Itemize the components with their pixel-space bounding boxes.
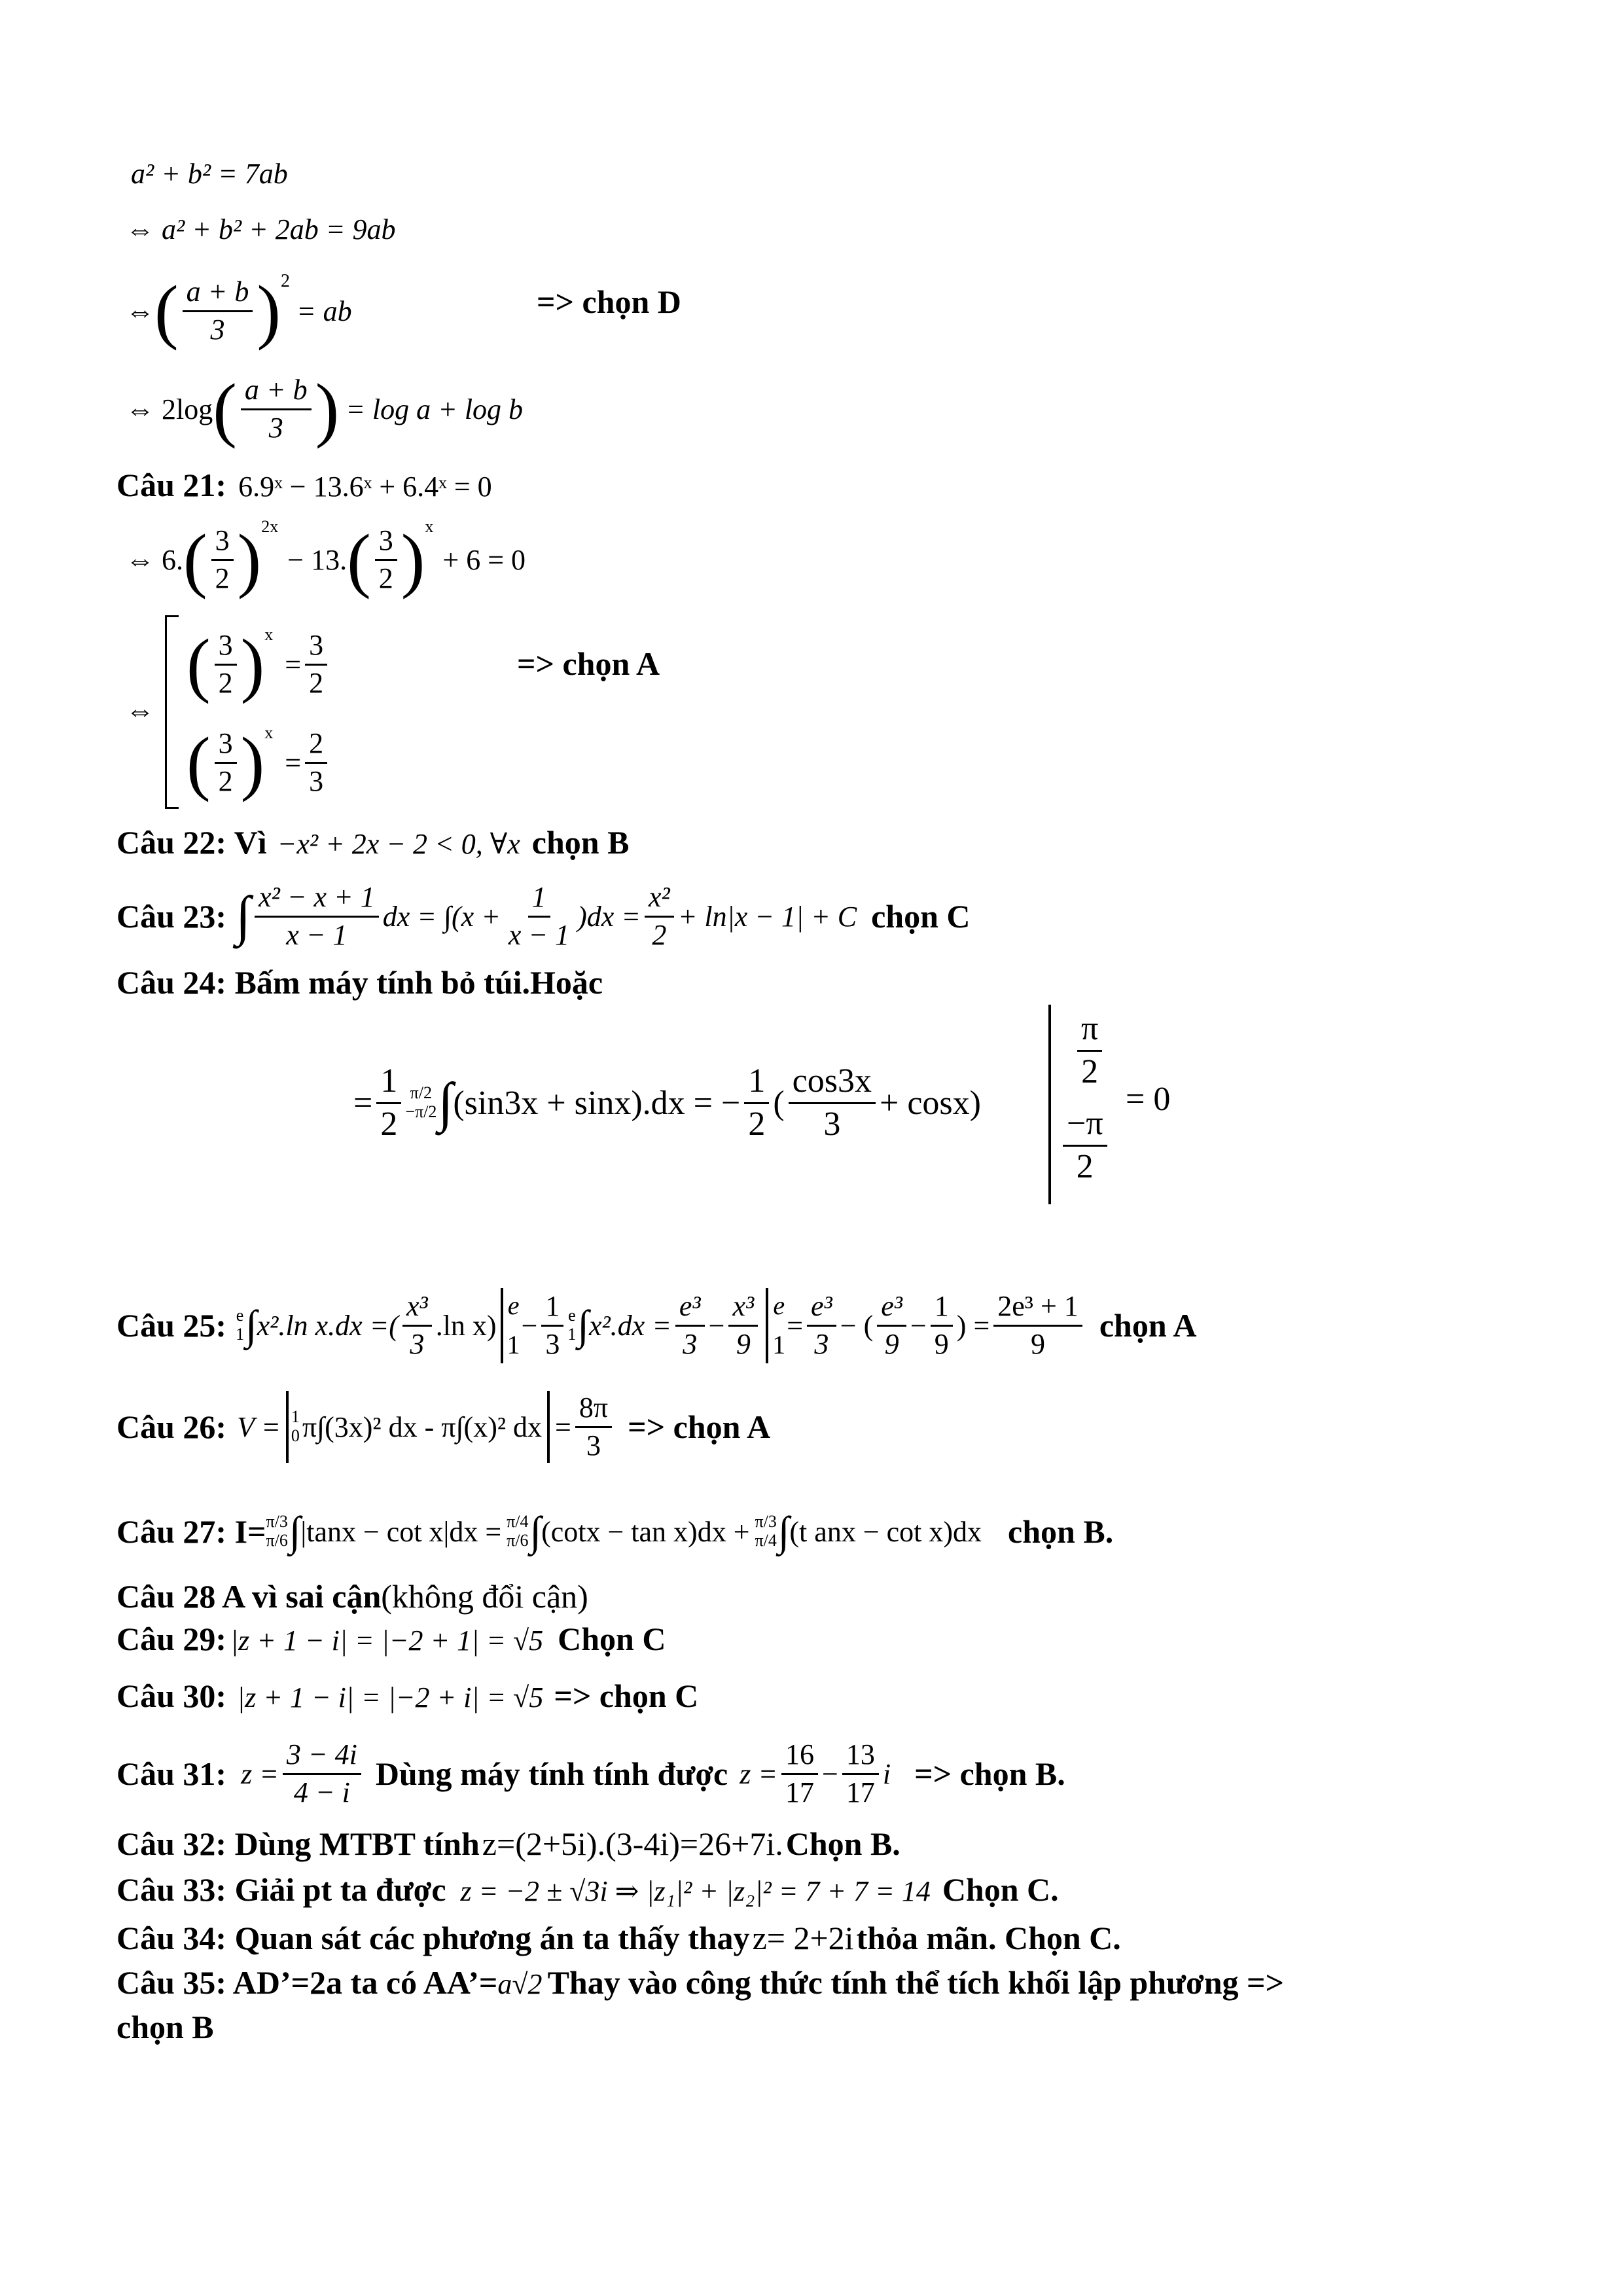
fraction-numerator: e³ bbox=[675, 1291, 705, 1326]
q21-sys1-rhs bbox=[305, 630, 327, 698]
q25-f7 bbox=[931, 1291, 953, 1359]
equals-sign: = bbox=[285, 746, 302, 779]
q24-eval-upper-fraction bbox=[1077, 1011, 1102, 1090]
q27-label: Câu 27: I= bbox=[116, 1513, 266, 1550]
fraction-numerator: 3 bbox=[375, 526, 397, 560]
q25-eval-2 bbox=[772, 1286, 785, 1365]
fraction-numerator: a + b bbox=[241, 375, 312, 410]
equals-sign: = bbox=[555, 1410, 571, 1443]
q23-answer: chọn C bbox=[871, 898, 971, 935]
intro-eq-3: = ab bbox=[296, 295, 352, 327]
q21-line-2: ⇔ 6. ( $\frac{3}{2}$ ) 2x − 13. ( $\frac{3}{2}$ ) x + 6 = 0 bbox=[126, 517, 526, 600]
q25-close: ) = bbox=[956, 1309, 990, 1342]
lower-limit: 1 bbox=[236, 1325, 245, 1344]
lower-limit: π/6 bbox=[266, 1531, 288, 1550]
q22-expression: −x² + 2x − 2 < 0, ∀x bbox=[277, 828, 520, 860]
q32-answer: Chọn B. bbox=[785, 1825, 901, 1862]
fraction-denominator: 3 bbox=[268, 411, 283, 444]
q27-limits-1 bbox=[266, 1513, 288, 1550]
q25-part2: .ln x) bbox=[435, 1309, 497, 1342]
q21-fraction-a bbox=[211, 526, 234, 593]
q21-eq2-prefix: ⇔ 6. bbox=[126, 543, 183, 576]
q21-sys1-fraction bbox=[215, 630, 237, 698]
q24-limits bbox=[405, 1084, 437, 1121]
upper-limit: e bbox=[568, 1306, 576, 1325]
q21-equation: 6.9ˣ − 13.6ˣ + 6.4ˣ = 0 bbox=[238, 471, 492, 503]
q24-integrand: (sin3x + sinx).dx = − bbox=[453, 1084, 741, 1122]
q25-f3 bbox=[675, 1291, 705, 1359]
q24-eval-lower bbox=[1059, 1106, 1111, 1185]
q23-fraction-2 bbox=[505, 882, 573, 950]
q21-sys2-fraction bbox=[215, 728, 237, 796]
exponent-2: 2 bbox=[280, 271, 290, 291]
lower-limit: 0 bbox=[291, 1426, 300, 1445]
q35-line-2: chọn B bbox=[116, 2009, 214, 2045]
fraction-denominator: 9 bbox=[934, 1327, 949, 1360]
q25-int1: x².ln x.dx =( bbox=[257, 1309, 399, 1342]
fraction-numerator: 13 bbox=[842, 1740, 879, 1774]
q25-f5 bbox=[807, 1291, 836, 1359]
q22-answer: chọn B bbox=[531, 824, 630, 861]
q23-mid: dx = ∫(x + bbox=[382, 900, 501, 933]
q30-answer: => chọn C bbox=[554, 1677, 699, 1714]
fraction-numerator: 2 bbox=[305, 728, 327, 763]
upper-limit: π/3 bbox=[266, 1512, 288, 1532]
q33-answer: Chọn C. bbox=[942, 1871, 1059, 1908]
fraction-numerator: 8π bbox=[575, 1393, 612, 1427]
q27-int1: |tanx − cot x|dx = bbox=[300, 1515, 502, 1548]
fraction-numerator: 3 bbox=[211, 526, 234, 560]
fraction-denominator: 2 bbox=[1081, 1052, 1099, 1090]
upper-limit: π/3 bbox=[755, 1512, 777, 1532]
minus-sign: − bbox=[910, 1309, 927, 1342]
minus-sign: − bbox=[708, 1309, 725, 1342]
q25-f2 bbox=[541, 1291, 563, 1359]
q25-int2: x².dx = bbox=[588, 1309, 671, 1342]
q31-answer: => chọn B. bbox=[914, 1755, 1065, 1792]
fraction-denominator: 2 bbox=[378, 562, 393, 594]
fraction-numerator: 1 bbox=[376, 1064, 401, 1104]
fraction-denominator: 3 bbox=[683, 1327, 698, 1360]
fraction-denominator: 2 bbox=[1076, 1147, 1094, 1185]
q21-exponent-x: x bbox=[264, 723, 274, 742]
upper-limit: π/2 bbox=[410, 1083, 433, 1103]
minus-sign: − bbox=[822, 1757, 838, 1790]
lower-limit: π/6 bbox=[507, 1531, 529, 1550]
q28-line bbox=[116, 1577, 588, 1615]
fraction-numerator: 1 bbox=[528, 882, 550, 917]
q21-eq2-mid: − 13. bbox=[287, 543, 348, 576]
q35-expression: a√2 bbox=[497, 1968, 543, 2000]
q26-prefix: V = bbox=[237, 1410, 281, 1443]
intro-answer: => chọn D bbox=[537, 283, 681, 320]
q25-f8 bbox=[993, 1291, 1082, 1359]
q29-label: Câu 29: bbox=[116, 1621, 227, 1657]
minus-sign: − bbox=[521, 1309, 538, 1342]
q33-line bbox=[116, 1871, 1059, 1909]
q29-line bbox=[116, 1620, 666, 1658]
fraction-denominator: 2 bbox=[309, 666, 324, 699]
fraction-denominator: 2 bbox=[218, 666, 233, 699]
q24-equation: = $\frac{1}{2}$ π/2 −π/2 ∫ (sin3x + sinx).dx = − $\frac{1}{2}$ ( $\frac{\cos 3x}{3}$ + cosx) bbox=[353, 1062, 981, 1143]
upper-limit: e bbox=[236, 1306, 244, 1325]
fraction-numerator: 1 bbox=[541, 1291, 563, 1326]
q21-sys2-rhs bbox=[305, 728, 327, 796]
q31-z-fraction bbox=[283, 1740, 361, 1807]
q25-f4 bbox=[728, 1291, 758, 1359]
fraction-numerator: 3 bbox=[215, 630, 237, 665]
equals-sign: = bbox=[353, 1084, 373, 1122]
q25-eval-1 bbox=[507, 1286, 520, 1365]
fraction-numerator: 3 bbox=[305, 630, 327, 665]
eval-upper: e bbox=[773, 1291, 785, 1320]
q21-answer: => chọn A bbox=[517, 645, 660, 682]
q30-line bbox=[116, 1677, 698, 1715]
fraction-denominator: 2 bbox=[748, 1105, 766, 1143]
fraction-denominator: 9 bbox=[1031, 1327, 1046, 1360]
q27-limits-2 bbox=[507, 1513, 528, 1550]
intro-line-3: ⇔ ( $\frac{a + b}{3}$ ) 2 = ab bbox=[126, 271, 352, 351]
q21-exponent-2x: 2x bbox=[261, 517, 279, 536]
intro-log-fraction bbox=[241, 375, 312, 442]
q26-abs-left bbox=[286, 1391, 289, 1463]
q22-line bbox=[116, 823, 629, 861]
q24-result: = 0 bbox=[1126, 1081, 1171, 1118]
q24-half bbox=[376, 1064, 401, 1142]
q31-line bbox=[116, 1728, 1065, 1820]
q21-exponent-x: x bbox=[425, 517, 434, 536]
q27-limits-3 bbox=[755, 1513, 777, 1550]
q21-system-eq-1: ( $\frac{3}{2}$ ) x = $\frac{3}{2}$ bbox=[187, 619, 331, 710]
intro-fraction bbox=[183, 277, 253, 344]
q21-label: Câu 21: bbox=[116, 467, 227, 503]
q25-label: Câu 25: bbox=[116, 1307, 227, 1344]
q31-z-prefix: z = bbox=[241, 1757, 279, 1790]
fraction-denominator: 3 bbox=[586, 1429, 601, 1462]
q30-label: Câu 30: bbox=[116, 1677, 227, 1714]
fraction-numerator: 16 bbox=[781, 1740, 818, 1774]
q25-eval-bar-2 bbox=[766, 1288, 768, 1363]
fraction-denominator: 2 bbox=[215, 562, 230, 594]
q35-line-1 bbox=[116, 1964, 1284, 2001]
fraction-denominator: x − 1 bbox=[508, 918, 570, 951]
q23-tail: + ln|x − 1| + C bbox=[677, 900, 857, 933]
fraction-numerator: e³ bbox=[877, 1291, 906, 1326]
q27-line: Câu 27: I= π/3 π/6 ∫ |tanx − cot x|dx = π/4 π/6 ∫ (cotx − tan x)dx + π/3 π/4 ∫ (t anx − cot x)dx chọn B. bbox=[116, 1508, 1114, 1554]
q26-label: Câu 26: bbox=[116, 1408, 227, 1445]
q24-evaluation-bar bbox=[1048, 1005, 1051, 1204]
q21-eq2-suffix: + 6 = 0 bbox=[442, 543, 526, 576]
open-paren: ( bbox=[773, 1084, 785, 1122]
fraction-numerator: 1 bbox=[744, 1064, 769, 1104]
fraction-numerator: a + b bbox=[183, 277, 253, 312]
lower-limit: −π/2 bbox=[405, 1102, 437, 1121]
q34-label: Câu 34: Quan sát các phương án ta thấy thay bbox=[116, 1920, 750, 1956]
q34-line bbox=[116, 1919, 1121, 1957]
q23-line: Câu 23: ∫ $\frac{\text{x² − x + 1}}{x - 1}$ dx = ∫(x + $\frac{1}{x - 1}$ )dx = $\frac{\text{x²}}{2}$ + ln|x − 1| + C chọn C bbox=[116, 881, 971, 951]
intro-line-1 bbox=[131, 157, 288, 190]
q21-system-bracket bbox=[165, 615, 179, 809]
imaginary-unit: i bbox=[882, 1757, 891, 1790]
q33-label: Câu 33: Giải pt ta được bbox=[116, 1871, 446, 1908]
q23-label: Câu 23: bbox=[116, 898, 227, 935]
fraction-numerator: π bbox=[1077, 1011, 1102, 1052]
fraction-denominator: 3 bbox=[545, 1327, 560, 1360]
q26-abs-right bbox=[547, 1391, 550, 1463]
upper-limit: π/4 bbox=[507, 1512, 529, 1532]
fraction-numerator: x² bbox=[645, 882, 674, 917]
q25-answer: chọn A bbox=[1099, 1307, 1197, 1344]
fraction-denominator: 9 bbox=[736, 1327, 751, 1360]
eval-lower: 1 bbox=[507, 1330, 520, 1359]
q21-line-1 bbox=[116, 466, 492, 504]
fraction-numerator: cos3x bbox=[789, 1064, 876, 1104]
q25-f1 bbox=[402, 1291, 432, 1359]
q29-answer: Chọn C bbox=[558, 1621, 666, 1657]
fraction-denominator: 2 bbox=[652, 918, 667, 951]
q29-expression: |z + 1 − i| = |−2 + 1| = √5 bbox=[230, 1624, 544, 1657]
q26-limits bbox=[291, 1408, 300, 1445]
q24-label: Câu 24: Bấm máy tính bỏ túi.Hoặc bbox=[116, 964, 603, 1001]
q33-expression: z = −2 ± √3i ⇒ |z₁|² + |z₂|² = 7 + 7 = 14 bbox=[460, 1875, 931, 1907]
q24-eval-upper bbox=[1073, 1011, 1106, 1090]
q23-mid2: )dx = bbox=[577, 900, 641, 933]
equals-sign: = bbox=[787, 1309, 804, 1342]
q21-exponent-x: x bbox=[264, 625, 274, 644]
q25-eval-bar-1 bbox=[501, 1288, 503, 1363]
intro-log-prefix: ⇔ 2log bbox=[126, 393, 213, 425]
eval-upper: e bbox=[507, 1291, 520, 1320]
q31-result-fraction-1 bbox=[781, 1740, 818, 1807]
q24-half-2 bbox=[744, 1064, 769, 1142]
intro-eq-2: ⇔ a² + b² + 2ab = 9ab bbox=[126, 213, 396, 245]
q25-line: Câu 25: e 1 ∫ x².ln x.dx =( $\frac{\text{x³}}{3}$ .ln x) e 1 − $\frac{1}{3}$ e 1 ∫ x².dx = $\frac{\text{e³}}{3}$ − $\frac{\text{x³}}{9}$ e 1 = $\frac{\text{e³}}{3}$ − ( $\frac{\text{e³}}{9}$ − $\frac{1}{9}$ ) = $\frac{\text{2e³ + 1}}{9}$ chọn A bbox=[116, 1283, 1196, 1368]
fraction-denominator: 3 bbox=[309, 764, 324, 797]
fraction-denominator: 3 bbox=[823, 1105, 841, 1143]
q26-result bbox=[575, 1393, 612, 1460]
q27-int3: (t anx − cot x)dx bbox=[789, 1515, 982, 1548]
fraction-numerator: 1 bbox=[931, 1291, 953, 1326]
fraction-denominator: 2 bbox=[380, 1105, 398, 1143]
q28-label: Câu 28 A vì sai cận bbox=[116, 1578, 382, 1615]
lower-limit: 1 bbox=[567, 1325, 577, 1344]
q24-eval-lower-fraction bbox=[1063, 1106, 1107, 1185]
q27-int2: (cotx − tan x)dx + bbox=[541, 1515, 750, 1548]
q25-limits-2 bbox=[567, 1306, 576, 1344]
eval-lower: 1 bbox=[772, 1330, 786, 1359]
q31-label: Câu 31: bbox=[116, 1755, 227, 1792]
fraction-numerator: −π bbox=[1063, 1106, 1107, 1147]
q32-expression: z=(2+5i).(3-4i)=26+7i. bbox=[482, 1825, 783, 1862]
q21-system-eq-2: ( $\frac{3}{2}$ ) x = $\frac{2}{3}$ bbox=[187, 717, 331, 808]
q32-label: Câu 32: Dùng MTBT tính bbox=[116, 1825, 480, 1862]
q35-label: Câu 35: AD’=2a ta có AA’= bbox=[116, 1964, 498, 2001]
q32-line bbox=[116, 1825, 901, 1863]
q23-fraction-3 bbox=[645, 882, 674, 950]
q23-fraction-1 bbox=[255, 882, 379, 950]
q31-result-fraction-2 bbox=[842, 1740, 879, 1807]
q22-label: Câu 22: Vì bbox=[116, 824, 267, 861]
q21-fraction-b bbox=[375, 526, 397, 593]
fraction-denominator: 4 − i bbox=[293, 1776, 350, 1808]
q21-iff: ⇔ bbox=[126, 694, 154, 726]
q25-minus-paren: − ( bbox=[840, 1309, 874, 1342]
fraction-denominator: 3 bbox=[410, 1327, 425, 1360]
upper-limit: 1 bbox=[291, 1407, 300, 1427]
fraction-numerator: x³ bbox=[402, 1291, 432, 1326]
fraction-denominator: 2 bbox=[218, 764, 233, 797]
intro-log-suffix: = log a + log b bbox=[346, 393, 524, 425]
q26-line bbox=[116, 1378, 770, 1476]
fraction-denominator: 17 bbox=[846, 1776, 875, 1808]
fraction-numerator: 3 bbox=[215, 728, 237, 763]
intro-line-2 bbox=[126, 213, 395, 246]
q26-answer: => chọn A bbox=[628, 1408, 771, 1445]
fraction-denominator: x − 1 bbox=[286, 918, 348, 951]
intro-eq-1: a² + b² = 7ab bbox=[131, 158, 288, 190]
q35-tail: Thay vào công thức tính thể tích khối lập phương => bbox=[547, 1964, 1285, 2001]
fraction-numerator: x² − x + 1 bbox=[255, 882, 379, 917]
q34-expression: z= 2+2i bbox=[752, 1920, 854, 1956]
fraction-denominator: 3 bbox=[814, 1327, 829, 1360]
q24-inner-fraction bbox=[789, 1064, 876, 1142]
fraction-numerator: 3 − 4i bbox=[283, 1740, 361, 1774]
fraction-denominator: 17 bbox=[785, 1776, 815, 1808]
q27-answer: chọn B. bbox=[1008, 1513, 1114, 1550]
fraction-numerator: e³ bbox=[807, 1291, 836, 1326]
iff-symbol: ⇔ bbox=[126, 295, 154, 327]
q34-tail: thỏa mãn. Chọn C. bbox=[856, 1920, 1121, 1956]
q30-expression: |z + 1 − i| = |−2 + i| = √5 bbox=[237, 1681, 544, 1713]
fraction-numerator: 2e³ + 1 bbox=[993, 1291, 1082, 1326]
fraction-denominator: 9 bbox=[884, 1327, 899, 1360]
q26-expression: π∫(3x)² dx - π∫(x)² dx bbox=[302, 1410, 543, 1443]
fraction-numerator: x³ bbox=[728, 1291, 758, 1326]
q25-limits-1 bbox=[236, 1306, 244, 1344]
q24-inner-tail: + cosx) bbox=[880, 1084, 981, 1122]
intro-line-4: ⇔ 2log ( $\frac{a + b}{3}$ ) = log a + log b bbox=[126, 369, 524, 449]
q31-mid-text: Dùng máy tính tính được bbox=[375, 1755, 728, 1792]
q25-f6 bbox=[877, 1291, 906, 1359]
lower-limit: π/4 bbox=[755, 1531, 777, 1550]
fraction-denominator: 3 bbox=[210, 313, 225, 346]
q28-note: (không đổi cận) bbox=[381, 1578, 588, 1615]
equals-sign: = bbox=[285, 648, 302, 681]
q31-result-prefix: z = bbox=[740, 1757, 778, 1790]
